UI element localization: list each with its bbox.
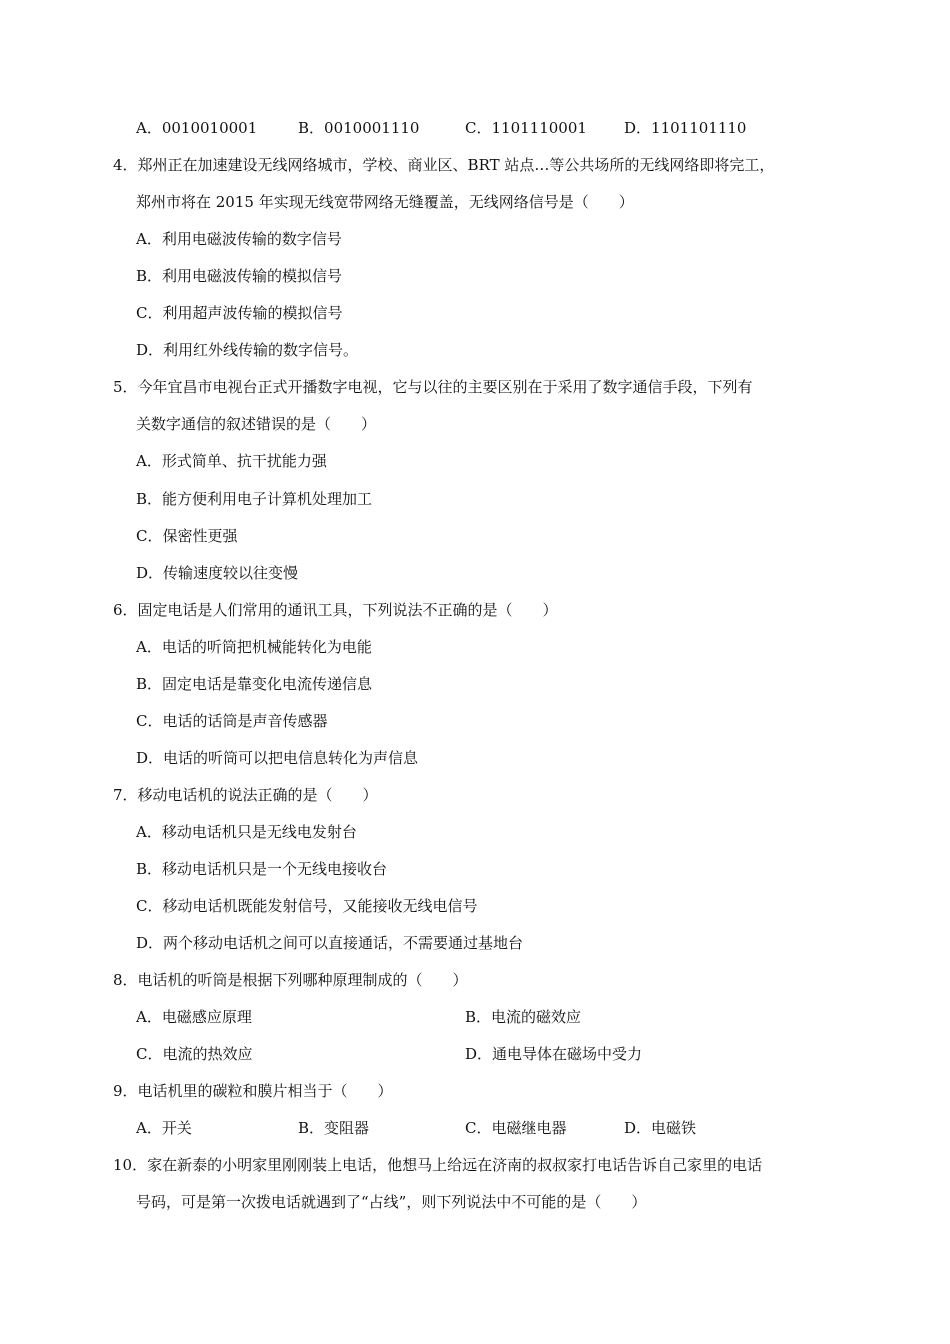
q9-stem: 9．电话机里的碳粒和膜片相当于（ ） (113, 1082, 393, 1100)
q5-option-a: A．形式简单、抗干扰能力强 (136, 452, 327, 470)
q4-option-c: C．利用超声波传输的模拟信号 (136, 304, 343, 322)
q9-option-c: C．电磁继电器 (465, 1119, 567, 1137)
q4-option-d: D．利用红外线传输的数字信号。 (136, 341, 359, 359)
q5-stem-line1: 5．今年宜昌市电视台正式开播数字电视，它与以往的主要区别在于采用了数字通信手段，下列有 (113, 378, 753, 396)
q4-option-a: A．利用电磁波传输的数字信号 (136, 230, 342, 248)
q8-stem: 8．电话机的听筒是根据下列哪种原理制成的（ ） (113, 971, 468, 989)
q5-option-c: C．保密性更强 (136, 527, 238, 545)
q4-stem-line1: 4．郑州正在加速建设无线网络城市，学校、商业区、BRT 站点…等公共场所的无线网络即将完工， (113, 156, 775, 174)
q9-option-a: A．开关 (136, 1119, 192, 1137)
q7-option-c: C．移动电话机既能发射信号，又能接收无线电信号 (136, 897, 478, 915)
q9-option-b: B．变阻器 (298, 1119, 370, 1137)
q3-option-b: B．0010001110 (298, 119, 420, 137)
q4-stem-line2: 郑州市将在 2015 年实现无线宽带网络无缝覆盖，无线网络信号是（ ） (136, 193, 634, 211)
q5-option-b: B．能方便利用电子计算机处理加工 (136, 490, 373, 508)
q3-option-a: A．0010010001 (136, 119, 258, 137)
q5-stem-line2: 关数字通信的叙述错误的是（ ） (136, 415, 377, 433)
q10-stem-line2: 号码，可是第一次拨电话就遇到了“占线”，则下列说法中不可能的是（ ） (136, 1193, 647, 1211)
q7-stem: 7．移动电话机的说法正确的是（ ） (113, 786, 378, 804)
q6-option-b: B．固定电话是靠变化电流传递信息 (136, 675, 373, 693)
q4-option-b: B．利用电磁波传输的模拟信号 (136, 267, 343, 285)
q6-stem: 6．固定电话是人们常用的通讯工具，下列说法不正确的是（ ） (113, 601, 558, 619)
q7-option-a: A．移动电话机只是无线电发射台 (136, 823, 357, 841)
q9-option-d: D．电磁铁 (624, 1119, 697, 1137)
q7-option-d: D．两个移动电话机之间可以直接通话，不需要通过基地台 (136, 934, 524, 952)
q3-option-c: C．1101110001 (465, 119, 587, 137)
q6-option-d: D．电话的听筒可以把电信息转化为声信息 (136, 749, 419, 767)
q6-option-c: C．电话的话筒是声音传感器 (136, 712, 328, 730)
q8-option-c: C．电流的热效应 (136, 1045, 253, 1063)
q6-option-a: A．电话的听筒把机械能转化为电能 (136, 638, 372, 656)
q8-option-a: A．电磁感应原理 (136, 1008, 252, 1026)
q7-option-b: B．移动电话机只是一个无线电接收台 (136, 860, 388, 878)
q3-option-d: D．1101101110 (624, 119, 747, 137)
q10-stem-line1: 10．家在新泰的小明家里刚刚装上电话，他想马上给远在济南的叔叔家打电话告诉自己家里的电话 (113, 1156, 763, 1174)
q5-option-d: D．传输速度较以往变慢 (136, 564, 299, 582)
q8-option-d: D．通电导体在磁场中受力 (465, 1045, 643, 1063)
q8-option-b: B．电流的磁效应 (465, 1008, 582, 1026)
